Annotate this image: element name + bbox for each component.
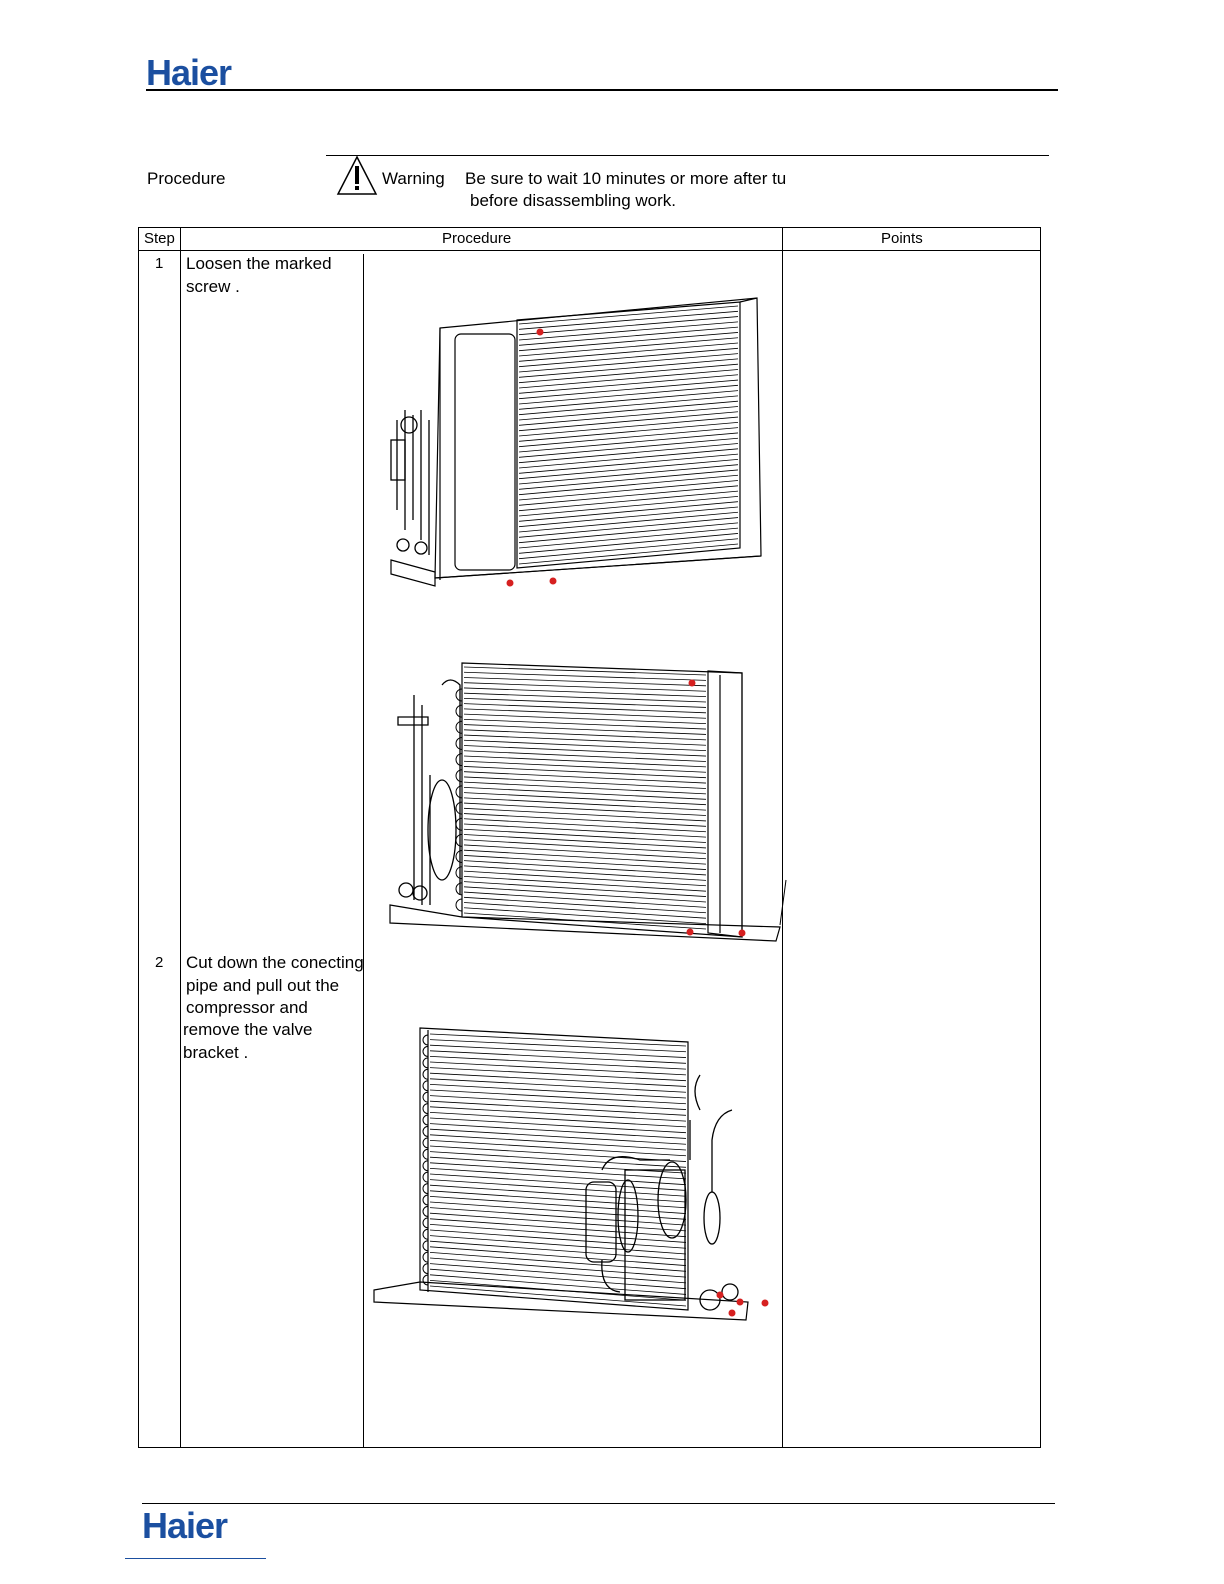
warning-rule [326,155,1049,156]
procedure-heading: Procedure [147,169,226,188]
header-rule [146,89,1058,91]
step-2-line-5: bracket . [183,1043,249,1062]
warning-icon [336,155,378,197]
step-2-line-4: remove the valve [183,1020,313,1039]
header-procedure: Procedure [442,230,512,247]
header-points: Points [881,230,923,247]
step-2-line-1: Cut down the conecting [186,953,364,972]
table-header-rule [138,250,1040,251]
haier-logo-top: Haier [146,52,232,93]
col-divider-text [363,254,364,1447]
outdoor-unit-diagram-3 [370,1020,775,1330]
step-1-line-1: Loosen the marked [186,254,332,273]
outdoor-unit-diagram-1 [385,290,770,600]
step-2-line-2: pipe and pull out the [186,976,340,995]
haier-logo-bottom: Haier [142,1505,228,1546]
step-number-1: 1 [155,255,164,272]
col-divider-step [180,227,181,1447]
outdoor-unit-diagram-2 [380,655,790,950]
header-step: Step [144,230,175,247]
warning-label: Warning [382,169,445,188]
step-2-line-3: compressor and [186,998,308,1017]
warning-text-line2: before disassembling work. [470,191,676,210]
warning-text-line1: Be sure to wait 10 minutes or more after tu [465,169,787,188]
step-1-line-2: screw . [186,277,240,296]
footer-underline [125,1558,266,1559]
footer-rule [142,1503,1055,1504]
step-number-2: 2 [155,954,164,971]
